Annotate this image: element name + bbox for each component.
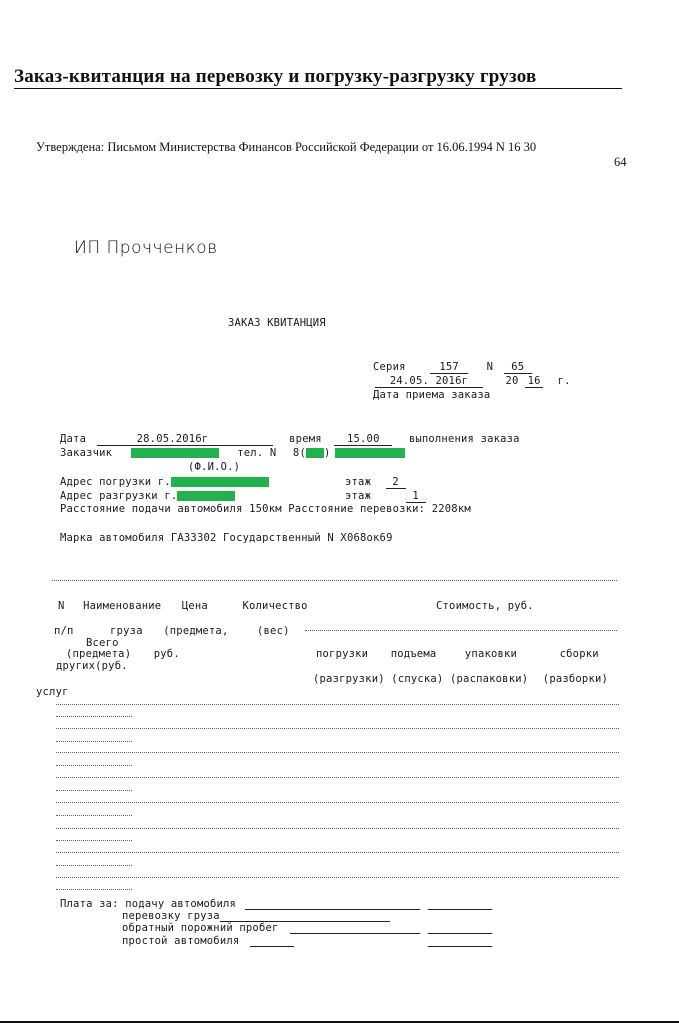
approval-note: Утверждена: Письмом Министерства Финансов Российской Федерации от 16.06.1994 N 16 30 xyxy=(36,140,537,154)
col-name-header: Наименование xyxy=(83,600,162,612)
table-row-line xyxy=(56,852,619,853)
document-title: Заказ-квитанция на перевозку и погрузку-разгрузку грузов xyxy=(14,66,537,87)
cost-unload: (разгрузки) xyxy=(313,673,385,685)
customer-label: Заказчик xyxy=(60,447,113,459)
table-top-border xyxy=(52,580,617,581)
unload-floor-label: этаж xyxy=(345,490,372,502)
table-row-line xyxy=(56,716,132,717)
series-n-value: 65 xyxy=(504,361,532,374)
sub-services: услуг xyxy=(36,686,69,698)
pay-empty-run-amount-line xyxy=(428,933,492,934)
table-header-row-4 xyxy=(56,660,128,672)
accept-date-row xyxy=(375,375,571,388)
table-row-line xyxy=(56,704,619,705)
col-price-header: Цена xyxy=(181,600,208,612)
table-row-line xyxy=(56,865,132,866)
unload-address-row xyxy=(60,490,235,502)
unload-floor-row xyxy=(345,490,426,503)
col-n-header: N xyxy=(58,600,65,612)
pay-idle-line xyxy=(250,946,294,947)
page-bottom-border xyxy=(0,1021,679,1023)
load-address-row xyxy=(60,476,269,488)
unload-floor-value: 1 xyxy=(406,490,426,503)
customer-name-redacted xyxy=(131,448,219,458)
cost-row-2 xyxy=(313,673,608,685)
sub-other: других xyxy=(56,660,96,672)
pay-empty-run-label: обратный порожний пробег xyxy=(122,922,279,934)
table-row-line xyxy=(56,815,132,816)
sub-rub: руб. xyxy=(153,648,180,660)
series-n-label: N xyxy=(486,361,494,373)
cost-unpack: (распаковки) xyxy=(450,673,529,685)
pay-transport-label: перевозку груза xyxy=(122,910,220,922)
phone-label: тел. N xyxy=(237,447,277,459)
organization-name: ИП Прочченков xyxy=(74,238,218,258)
pay-empty-run-line xyxy=(290,933,420,934)
table-row-line xyxy=(56,790,132,791)
customer-row xyxy=(60,447,405,459)
phone-close: ) xyxy=(323,447,331,459)
sub-weight: (вес) xyxy=(257,625,290,637)
title-underline xyxy=(14,88,622,89)
accept-year-value: 16 xyxy=(525,375,543,388)
sub-rub2: (руб. xyxy=(95,660,128,672)
series-label: Серия xyxy=(373,361,406,373)
fio-caption: (Ф.И.О.) xyxy=(188,461,241,473)
pay-feed-line xyxy=(245,909,420,910)
phone-prefix: 8( xyxy=(292,447,306,459)
table-row-line xyxy=(56,777,619,778)
load-floor-row xyxy=(345,476,406,489)
cost-disassemble: (разборки) xyxy=(542,673,609,685)
load-floor-value: 2 xyxy=(386,476,406,489)
pay-label: Плата за: подачу автомобиля xyxy=(60,898,237,910)
cost-pack: упаковки xyxy=(464,648,518,660)
cost-assemble: сборки xyxy=(559,648,599,660)
cost-load: погрузки xyxy=(316,648,369,660)
table-row-line xyxy=(56,840,132,841)
table-row-line xyxy=(56,889,132,890)
series-row xyxy=(373,361,532,374)
approval-note-continuation: 64 xyxy=(614,155,627,169)
load-address-redacted xyxy=(171,477,269,487)
phone-code-redacted xyxy=(306,448,324,458)
order-time-value: 15.00 xyxy=(334,433,392,446)
col-qty-header: Количество xyxy=(242,600,308,612)
sub-item2: (предмета) xyxy=(66,648,132,660)
pay-feed-amount-line xyxy=(428,909,492,910)
pay-idle-label: простой автомобиля xyxy=(122,935,240,947)
order-exec-label: выполнения заказа xyxy=(408,433,520,445)
unload-address-redacted xyxy=(177,491,235,501)
accept-date-caption: Дата приема заказа xyxy=(373,389,491,401)
order-date-label: Дата xyxy=(60,433,87,445)
table-row-line xyxy=(56,752,619,753)
form-title: ЗАКАЗ КВИТАНЦИЯ xyxy=(228,317,326,329)
table-row-line xyxy=(56,828,619,829)
load-address-label: Адрес погрузки г. xyxy=(60,476,171,488)
accept-year-suffix: г. xyxy=(557,375,571,387)
sub-total: Всего xyxy=(86,637,119,649)
accept-date-value: 24.05. 2016г xyxy=(375,375,483,388)
sub-pp: п/п xyxy=(54,625,74,637)
cost-lift: подъема xyxy=(390,648,437,660)
series-value: 157 xyxy=(430,361,468,374)
accept-year-prefix: 20 xyxy=(505,375,519,387)
table-row-line xyxy=(56,741,132,742)
pay-idle-amount-line xyxy=(428,946,492,947)
sub-cargo: груза xyxy=(110,625,143,637)
unload-address-label: Адрес разгрузки г. xyxy=(60,490,178,502)
table-row-line xyxy=(56,802,619,803)
order-time-label: время xyxy=(289,433,322,445)
phone-number-redacted xyxy=(335,448,405,458)
cost-lower: (спуска) xyxy=(391,673,444,685)
cost-row-1 xyxy=(316,648,599,660)
cost-subheader-border xyxy=(305,630,617,631)
table-row-line xyxy=(56,877,619,878)
col-cost-header: Стоимость, руб. xyxy=(436,600,534,612)
table-header-row-3 xyxy=(66,648,180,660)
order-date-value: 28.05.2016г xyxy=(97,433,273,446)
vehicle-row: Марка автомобиля ГАЗ3302 Государственный N Х068ок69 xyxy=(60,532,393,544)
table-header-row-2 xyxy=(54,625,290,637)
table-row-line xyxy=(56,728,619,729)
sub-item: (предмета, xyxy=(163,625,229,637)
table-header-row-1 xyxy=(58,600,308,612)
table-row-line xyxy=(56,765,132,766)
order-date-row xyxy=(60,433,520,446)
load-floor-label: этаж xyxy=(345,476,372,488)
distance-row: Расстояние подачи автомобиля 150км Расстояние перевозки: 2208км xyxy=(60,503,471,515)
